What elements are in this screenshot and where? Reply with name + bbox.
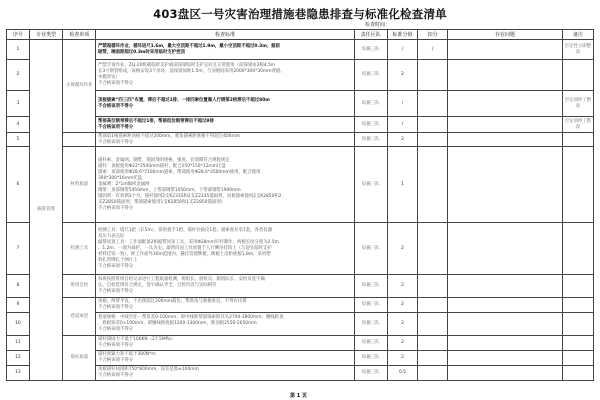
row-no: 4 <box>7 117 30 133</box>
note-cell <box>562 313 593 336</box>
score-cell: 2 <box>387 313 417 336</box>
standard-cell: 严禁空顶作业，ZLJ-20机载临时支护或前探梁临时支护完好且正常使用（前探梁由3根4.5m 长3寸钢管组成，每根安设3个吊环，前探梁间距1.5m，与顶板间采用2000*300*30mm背板、 木楔背实） 不合格该项不得分 <box>96 60 354 91</box>
note-cell <box>562 147 593 223</box>
row-no: 7 <box>7 223 30 275</box>
note-cell: 否定性立即整改 <box>562 40 593 60</box>
item-cell-empty <box>63 133 96 147</box>
standard-cell: 锚杆锚固力不低于100KN（27.5MPa） 不合格该项不得分 <box>96 336 354 351</box>
table-row <box>7 336 594 351</box>
issue-input[interactable] <box>448 60 562 91</box>
standard-cell: 锚杆预紧力矩不低于300N*m 不合格该项不得分 <box>96 351 354 366</box>
header-standard: 检查标准 <box>96 30 354 40</box>
inspection-time-label: 检查时间： <box>365 22 391 28</box>
score-cell: / <box>387 40 417 60</box>
standard-cell: 顶板锚索“四三四”布置，滞后不超过1排；一排四索位置靠人行侧第2根滞后不超过80m 不合格该项不得分 <box>96 91 354 117</box>
table-row <box>7 40 594 60</box>
row-no: 6 <box>7 147 30 223</box>
issue-input[interactable] <box>448 40 562 60</box>
item-cell: 班组自检 <box>63 275 96 298</box>
issue-input[interactable] <box>448 351 562 366</box>
item-cell: 锚杆质量 <box>63 336 96 381</box>
score-cell: 1 <box>387 147 417 223</box>
score-cell: 2 <box>387 351 417 366</box>
standard-cell: 严禁超循环作业，循环进尺1.6m，最大空顶距不超过1.9m，最小空顶距不超过0.3m；掘前 破帮，端面距超过0.3m时采用临时支护控顶 <box>96 40 354 60</box>
issue-input[interactable] <box>448 117 562 133</box>
team-cell: 综掘三队 <box>354 91 387 117</box>
row-no: 13 <box>7 366 30 381</box>
table-row <box>7 275 594 298</box>
issue-input[interactable] <box>448 91 562 117</box>
team-cell: 综掘三队 <box>354 336 387 351</box>
row-no: 3 <box>7 91 30 117</box>
issue-input[interactable] <box>448 336 562 351</box>
table-row <box>7 133 594 147</box>
header-item: 检查单项 <box>63 30 96 40</box>
item-cell: 材料质量 <box>63 147 96 223</box>
issue-input[interactable] <box>448 298 562 313</box>
team-cell: 综掘三队 <box>354 366 387 381</box>
table-row <box>7 298 594 313</box>
issue-input[interactable] <box>448 223 562 275</box>
note-cell <box>562 275 593 298</box>
team-cell: 综掘三队 <box>354 117 387 133</box>
deduct-input[interactable] <box>418 223 448 275</box>
note-cell <box>562 336 593 351</box>
item-cell: 正规循环作业 <box>63 40 96 133</box>
score-cell: 0.5 <box>387 366 417 381</box>
team-cell: 综掘三队 <box>354 298 387 313</box>
deduct-input[interactable] <box>418 313 448 336</box>
score-cell: / <box>387 117 417 133</box>
row-no: 5 <box>7 133 30 147</box>
deduct-input[interactable] <box>418 91 448 117</box>
team-cell: 综掘三队 <box>354 351 387 366</box>
row-no: 1 <box>7 40 30 60</box>
standard-cell: 锚杆索、金属网、钢带、锚固剂的规格、强度、有效期符合规程规定 锚杆：顶板使用Φ22*2500mm锚杆，配合150*150*12mm托盘 锚索：顶部使用Φ28.6*7100mm锚索，帮部使用Φ28.6*3500mm使用，配合使用 300*300*16mm托盘 金属网：2*1m编织金属网 钢带：顶部钢带5450mm，上帮部钢带1050mm，下帮部钢带1900mm 锚固剂：有效期3个月，锚杆使用2支K2335和2支Z2335锚固剂，顶板锚索使用2支K2850和2 支Z2850锚固剂，帮部锚索使用1支K2850和1支Z2850锚固剂） 不合格该项不得分 <box>96 147 354 223</box>
note-cell <box>562 223 593 275</box>
header-team: 责任区队 <box>354 30 387 40</box>
team-cell: 综掘三队 <box>354 275 387 298</box>
header-no: 序号 <box>7 30 30 40</box>
header-deduct: 扣分 <box>418 30 448 40</box>
deduct-input[interactable] <box>418 366 448 381</box>
table-row <box>7 223 594 275</box>
row-no: 2 <box>7 60 30 91</box>
note-cell: 否定项停工整改 <box>562 91 593 117</box>
row-no: 9 <box>7 298 30 313</box>
standard-cell: 帮部高位钢带滞后不超过1排，帮部低位钢带滞后不超过8排 不合格该项不得分 <box>96 117 354 133</box>
issue-input[interactable] <box>448 133 562 147</box>
checklist-table <box>6 29 594 381</box>
row-no: 10 <box>7 313 30 336</box>
row-no: 11 <box>7 336 30 351</box>
item-cell: 检测工具 <box>63 223 96 275</box>
team-cell: 综掘三队 <box>354 313 387 336</box>
page-number: 第 1 页 <box>290 393 307 399</box>
standard-cell: 检测工具：塔尺1把（长5m）、扭矩扳手1把、锚杆拉拔仪1套、锚索张拉泵1套，各类仪器 及压力表完好 敲帮问顶工具：工作面配备2根敲帮问顶工具，采用Φ28mm钎杆制作，两根长度分别为2.5m 、1.2m，一端为扁铲，一头为尖。敲帮问顶工具放置于人行侧吊挂钩上（与迎头临时支护 材料挂钩一致），距工作面外30m范围内，悬挂管理牌板，牌板上沿距底板1.8m，采用塑 料扎带绑扎于网片上 不合格该项不得分 <box>96 223 354 275</box>
score-cell: 2 <box>387 298 417 313</box>
deduct-input[interactable] <box>418 133 448 147</box>
score-cell: 2 <box>387 223 417 275</box>
row-no: 12 <box>7 351 30 366</box>
team-cell: 综掘三队 <box>354 60 387 91</box>
standard-cell: 顶板锚杆间排距750*800mm，误差范围±100mm 不合格该项不得分 <box>96 366 354 381</box>
score-cell: 2 <box>387 60 417 91</box>
issue-input[interactable] <box>448 313 562 336</box>
row-no: 8 <box>7 275 30 298</box>
issue-input[interactable] <box>448 275 562 298</box>
deduct-input[interactable] <box>418 147 448 223</box>
score-cell: 2 <box>387 275 417 298</box>
deduct-input[interactable] <box>418 60 448 91</box>
table-row <box>7 147 594 223</box>
note-cell <box>562 351 593 366</box>
header-row <box>7 30 594 40</box>
team-cell: 综掘三队 <box>354 40 387 60</box>
category-cell: 掘进管理 <box>29 40 62 381</box>
issue-input[interactable] <box>448 366 562 381</box>
deduct-input[interactable] <box>418 351 448 366</box>
header-note: 备注 <box>562 30 593 40</box>
standard-cell: 帮部第1根锚索距顶板不超过200mm，底角锚索距底板不得超过400mm 不合格该项不得分 <box>96 133 354 147</box>
header-category: 专业类型 <box>29 30 62 40</box>
note-cell <box>562 366 593 381</box>
note-cell <box>562 60 593 91</box>
deduct-input[interactable] <box>418 298 448 313</box>
standard-cell: 顶板、两帮平直，不出现超过200mm鼓包；帮底角与底板垂直，不得有托煤 不合格该项不得分 <box>96 298 354 313</box>
note-cell <box>562 133 593 147</box>
team-cell: 综掘三队 <box>354 133 387 147</box>
issue-input[interactable] <box>448 147 562 223</box>
score-cell: 2 <box>387 336 417 351</box>
header-issue: 存在问题 <box>448 30 562 40</box>
header-score: 标准分值 <box>387 30 417 40</box>
item-cell: 巷道成型 <box>63 298 96 336</box>
document-title: 403盘区一号灾害治理措施巷隐患排查与标准化检查清单 <box>153 7 447 21</box>
score-cell: / <box>387 91 417 117</box>
deduct-input[interactable]: / <box>418 40 448 60</box>
deduct-input[interactable] <box>418 117 448 133</box>
deduct-input[interactable] <box>418 336 448 351</box>
team-cell: 综掘三队 <box>354 223 387 275</box>
standard-cell: 巷道规格：中线至任一帮误差0-100mm，即中线距帮部锚索锁具头2700-2800mm；腰线距顶 、底板误差0+100mm，即腰线距底板1200-1300mm，距顶板2550-2650mm 不合格该项不得分 <box>96 313 354 336</box>
deduct-input[interactable] <box>418 275 448 298</box>
note-cell <box>562 298 593 313</box>
team-cell: 综掘三队 <box>354 147 387 223</box>
note-cell: 否定项停工整改 <box>562 117 593 133</box>
standard-cell: 每班按照班组自检记录进行工程质量检测，班组长、验收员、跟班队长、安检员签字确 认，自检范围符合规定，签字确认齐全，自检内容与实际相符 不合格该项不得分 <box>96 275 354 298</box>
score-cell: 2 <box>387 133 417 147</box>
